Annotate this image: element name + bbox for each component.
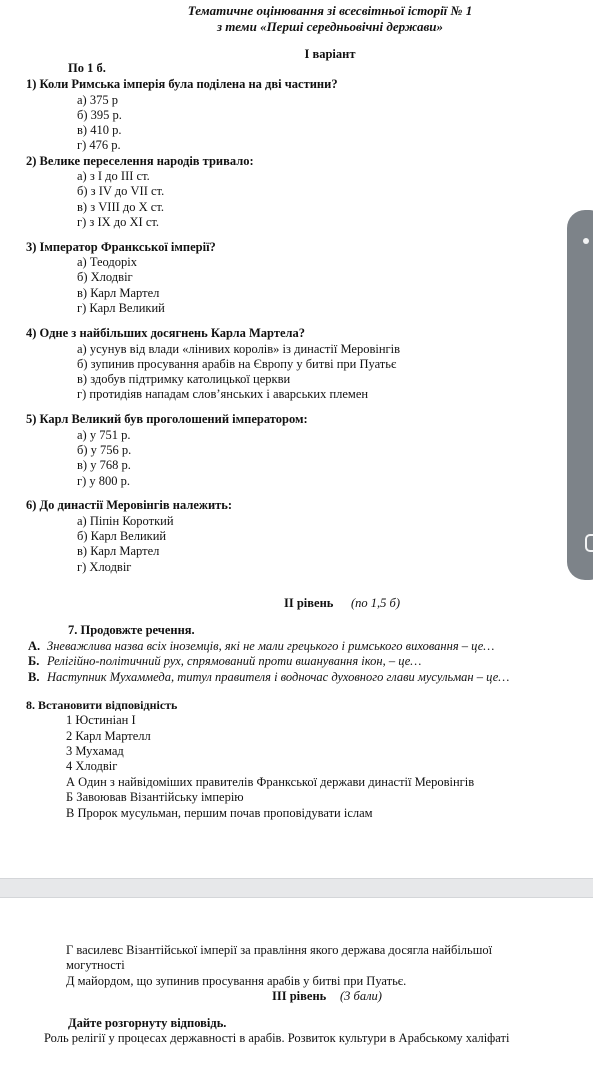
q2-option-a: а) з І до ІІІ ст. <box>77 169 150 183</box>
q1-option-d: г) 476 р. <box>77 138 121 152</box>
q8-right-a: А Один з найвідоміших правителів Франкської держави династії Меровінгів <box>66 775 475 789</box>
q8-right-c: В Пророк мусульман, першим почав проповідувати іслам <box>66 806 373 820</box>
level-2-label: ІІ рівень <box>284 596 334 610</box>
q4-option-c: в) здобув підтримку католицької церкви <box>77 372 291 386</box>
q2-option-c: в) з VIII до Х ст. <box>77 200 164 214</box>
question-1: 1) Коли Римська імперія була поділена на дві частини? <box>26 77 338 91</box>
q8-left-1: 1 Юстиніан І <box>66 713 136 727</box>
q7-letter-a: А. <box>28 639 41 653</box>
q8-right-b: Б Завоював Візантійську імперію <box>66 790 244 804</box>
q7-item-c: Наступник Мухаммеда, титул правителя і водночас духовного глави мусульман – це… <box>47 670 510 684</box>
q6-option-d: г) Хлодвіг <box>77 560 132 574</box>
q8-right-g-line2: могутності <box>66 958 125 972</box>
question-6: 6) До династії Меровінгів належить: <box>26 498 233 512</box>
variant-heading: І варіант <box>304 47 356 61</box>
q6-option-c: в) Карл Мартел <box>77 544 160 558</box>
q2-option-b: б) з IV до VII ст. <box>77 184 165 198</box>
q2-option-d: г) з IX до XI ст. <box>77 215 160 229</box>
q1-option-a: а) 375 р <box>77 93 118 107</box>
level-2-points: (по 1,5 б) <box>351 596 400 610</box>
q6-option-b: б) Карл Великий <box>77 529 167 543</box>
question-4: 4) Одне з найбільших досягнень Карла Мартела? <box>26 326 306 340</box>
scroll-handle-icon <box>585 534 593 552</box>
page-separator <box>0 878 593 898</box>
points-note: По 1 б. <box>68 61 106 75</box>
q7-letter-b: Б. <box>28 654 40 668</box>
q7-letter-c: В. <box>28 670 40 684</box>
q5-option-c: в) у 768 р. <box>77 458 131 472</box>
q8-left-3: 3 Мухамад <box>66 744 124 758</box>
q5-option-a: а) у 751 р. <box>77 428 131 442</box>
q5-option-b: б) у 756 р. <box>77 443 132 457</box>
q7-item-a: Зневажлива назва всіх іноземців, які не мали грецького і римського виховання – це… <box>47 639 495 653</box>
q4-option-d: г) протидіяв нападам слов’янських і аварських племен <box>77 387 369 401</box>
question-7: 7. Продовжте речення. <box>68 623 195 637</box>
q8-right-d: Д майордом, що зупинив просування арабів у битві при Пуатьє. <box>66 974 407 988</box>
scrollbar-thumb[interactable] <box>567 210 593 580</box>
doc-title-line2: з теми «Перші середньовічні держави» <box>216 19 444 34</box>
q4-option-b: б) зупинив просування арабів на Європу у битві при Пуатьє <box>77 357 397 371</box>
doc-title-line1: Тематичне оцінювання зі всесвітньої історії № 1 <box>187 3 473 18</box>
q8-left-2: 2 Карл Мартелл <box>66 729 151 743</box>
question-5: 5) Карл Великий був проголошений імператором: <box>26 412 308 426</box>
q3-option-b: б) Хлодвіг <box>77 270 133 284</box>
question-8: 8. Встановити відповідність <box>26 698 178 712</box>
q3-option-c: в) Карл Мартел <box>77 286 160 300</box>
level-3-points: (3 бали) <box>340 989 382 1003</box>
q8-right-g-line1: Г василевс Візантійської імперії за правління якого держава досягла найбільшої <box>66 943 493 957</box>
q5-option-d: г) у 800 р. <box>77 474 131 488</box>
scroll-dot-icon <box>583 238 589 244</box>
q8-left-4: 4 Хлодвіг <box>66 759 118 773</box>
q3-option-a: а) Теодоріх <box>77 255 138 269</box>
question-2: 2) Велике переселення народів тривало: <box>26 154 254 168</box>
q1-option-c: в) 410 р. <box>77 123 122 137</box>
q3-option-d: г) Карл Великий <box>77 301 165 315</box>
level-3-label: ІІІ рівень <box>272 989 327 1003</box>
question-3: 3) Імператор Франкської імперії? <box>26 240 216 254</box>
q6-option-a: а) Піпін Короткий <box>77 514 174 528</box>
task-text: Роль релігії у процесах державності в арабів. Розвиток культури в Арабському халіфаті <box>44 1031 510 1045</box>
q7-item-b: Релігійно-політичний рух, спрямований проти вшанування ікон, – це… <box>47 654 422 668</box>
q4-option-a: а) усунув від влади «лінивих королів» із династії Меровінгів <box>77 342 401 356</box>
task-title: Дайте розгорнуту відповідь. <box>68 1016 227 1030</box>
q1-option-b: б) 395 р. <box>77 108 122 122</box>
